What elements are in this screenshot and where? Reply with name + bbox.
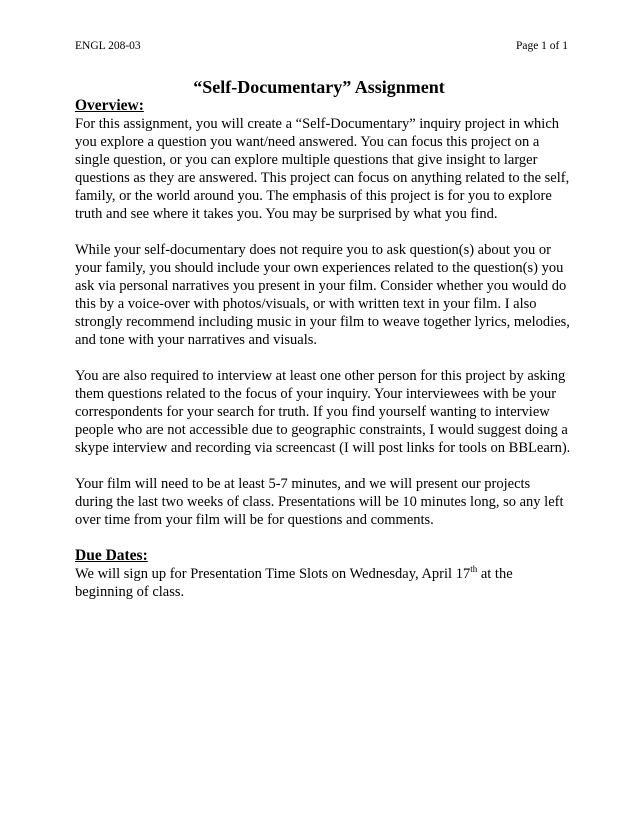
due-dates-superscript: th [470,564,478,575]
due-dates-text-after: at the beginning of class. [75,566,513,600]
overview-paragraph-4: Your film will need to be at least 5-7 minutes, and we will present our projects during the last two weeks of class. Presentations will be 10 minutes long, so any left over time from your film will be for questions and comments. [75,476,564,528]
overview-paragraph-2: While your self-documentary does not require you to ask question(s) about you or your family, you should include your own experiences related to the question(s) you ask via personal narratives you present in your film. Consider whether you would do this by a voice-over with photos/visuals, or with written text in your film. I also strongly recommend including music in your film to weave together lyrics, melodies, and tone with your narratives and visuals. [75,242,570,348]
overview-paragraph-3: You are also required to interview at least one other person for this project by asking them questions related to the focus of your inquiry. Your interviewees with be your correspondents for your search for truth. If you find yourself wanting to interview people who are not accessible due to geographic constraints, I would suggest doing a skype interview and recording via screencast (I will post links for tools on BBLearn). [75,368,571,456]
due-dates-text-before: We will sign up for Presentation Time Slots on Wednesday, April 17 [75,566,471,582]
page-number: Page 1 of 1 [515,40,568,52]
due-dates-heading: Due Dates: [75,547,148,564]
course-code: ENGL 208-03 [75,40,141,52]
due-dates-text [75,565,571,601]
page-header [75,38,568,54]
overview-paragraph-1: For this assignment, you will create a “Self-Documentary” inquiry project in which you explore a question you want/need answered. You can focus this project on a single question, or you can explore multiple questions that give insight to larger questions as they are answered. This project can focus on anything related to the self, family, or the world around you. The emphasis of this project is for you to explore truth and see where it takes you. You may be surprised by what you find. [75,116,570,222]
document-title: “Self-Documentary” Assignment [193,77,445,97]
overview-heading: Overview: [75,97,144,114]
document-body [75,97,571,601]
